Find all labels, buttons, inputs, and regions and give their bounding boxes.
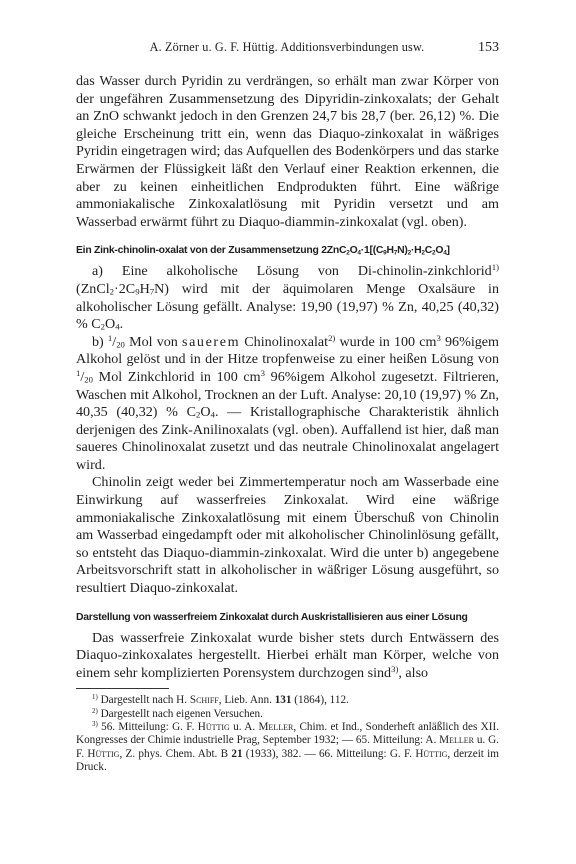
footnote-ref-2[interactable]: 2)	[328, 332, 336, 343]
paragraph-method-b: b) $^1/_{20}$ Mol von sauerem Chinolinoxalat$^{2)}$ wurde in 100 $cm^3$ 96%igem Alkohol gelöst und in der Hitze tropfenweise zu einer heißen Lösung von $^1/_{20}$ Mol Zinkchlorid in 100 $cm^3$ 96%igem Alkohol zugesetzt. Filtrieren, Waschen mit Alkohol, Trocknen an der Luft. Analyse: 20,10 (19,97) % Zn, 40,35 (40,32) % $C_2O_4$. — Kristallographische Charakteristik ähnlich derjenigen des Zink-Anilinoxalats (vgl. oben). Auffallend ist hier, daß man saueres Chinolinoxalat zusetzt und das neutrale Chinolinoxalat angelagert wird.	[76, 332, 500, 473]
section-heading-wasserfreies-zinkoxalat: Darstellung von wasserfreiem Zinkoxalat durch Auskristallisieren aus einer Lösung	[76, 611, 468, 623]
paragraph-zinkoxalat: Das wasserfreie Zinkoxalat wurde bisher stets durch Entwässern des Diaquo-zinkoxalates hergestellt. Hierbei erhält man Körper, welche von einem sehr komplizierten Porensystem durchzogen sind$^{3)}$, also	[76, 629, 499, 681]
footnote-2: $^{2)}$ Dargestellt nach eigenen Versuchen.	[92, 706, 263, 720]
footnote-ref-3[interactable]: 3)	[391, 664, 399, 675]
paragraph-method-a: a) Eine alkoholische Lösung von Di-chinolin-zinkchlorid$^{1)}$ $(ZnCl_2\cdot 2C_9H_7N)$ wird mit der äquimolaren Menge Oxalsäure in alkoholischer Lösung gefällt. Analyse: 19,90 (19,97) % Zn, 40,25 (40,32) % $C_2O_4$.	[76, 262, 499, 333]
page	[76, 40, 499, 774]
running-header	[76, 40, 499, 60]
paragraph-pyridin: das Wasser durch Pyridin zu verdrängen, so erhält man zwar Körper von der ungefähren Zusammensetzung des Dipyridin-zinkoxalats; der Gehalt an ZnO schwankt jedoch in den Grenzen 24,7 bis 28,7 (ber. 26,12) %. Die gleiche Erscheinung tritt ein, wenn das Diaquo-zinkoxalat in wäßriges Pyridin eingetragen wird; das Aufquellen des Bodenkörpers und das starke Erwärmen der Flüssigkeit läßt den Verlauf einer Reaktion erkennen, die aber zu keinen einheitlichen Endprodukten führt. Eine wäßrige ammoniakalische Zinkoxalatlösung mit Pyridin versetzt und am Wasserbad erwärmt führt zu Diaquo-diammin-zinkoxalat (vgl. oben).	[76, 73, 499, 230]
footnote-3: $^{3)}$ 56. Mitteilung: G. F. Hüttig u. A. Meller, Chim. et Ind., Sonderheft anläßlich des XII. Kongresses der Chimie industrielle Prag, September 1932; — 65. Mitteilung: A. Meller u. G. F. Hüttig, Z. phys. Chem. Abt. B 21 (1933), 382. — 66. Mitteilung: G. F. Hüttig, derzeit im Druck.	[76, 720, 500, 773]
section-heading-chinolin-oxalat: Ein Zink-chinolin-oxalat von der Zusammensetzung $2ZnC_2O_4\cdot 1[(C_9H_7N)_2\cdot H_2C_2O_4]$	[76, 245, 450, 257]
footnote-1: $^{1)}$ Dargestellt nach H. Schiff, Lieb. Ann. 131 (1864), 112.	[92, 693, 349, 707]
paragraph-chinolin: Chinolin zeigt weder bei Zimmertemperatur noch am Wasserbade eine Einwirkung auf wasserfreies Zinkoxalat. Wird eine wäßrige ammoniakalische Zinkoxalatlösung mit einem Überschuß von Chinolin am Wasserbad eingedampft oder mit alkoholischer Chinolinlösung gefällt, so entsteht das Diaquo-diammin-zinkoxalat. Wird die unter b) angegebene Arbeitsvorschrift statt in alkoholischer in wäßriger Lösung ausgeführt, so resultiert Diaquo-zinkoxalat.	[76, 474, 499, 597]
page-number: 153	[478, 40, 499, 55]
running-title: A. Zörner u. G. F. Hüttig. Additionsverbindungen usw.	[149, 40, 425, 54]
footnote-divider	[76, 688, 169, 689]
footnote-ref-1[interactable]: 1)	[491, 262, 499, 273]
